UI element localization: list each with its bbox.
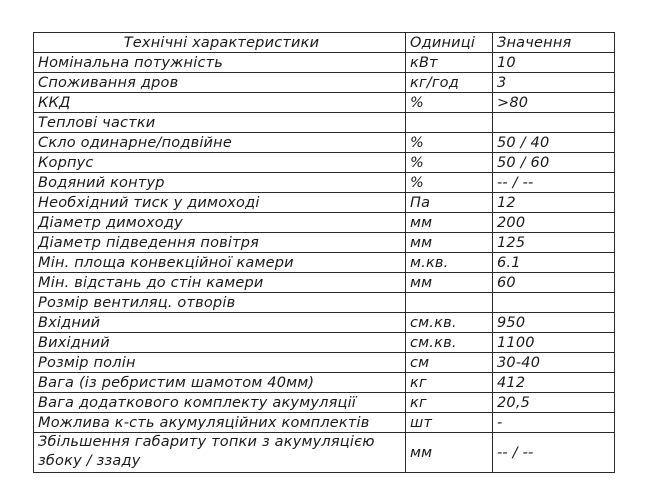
row-name: Вага додаткового комплекту акумуляції <box>34 393 406 413</box>
row-unit: см.кв. <box>406 313 493 333</box>
technical-specifications-table <box>33 32 615 473</box>
row-value: 412 <box>493 373 615 393</box>
row-name: Водяний контур <box>34 173 406 193</box>
row-unit: % <box>406 93 493 113</box>
row-value: 200 <box>493 213 615 233</box>
row-unit: % <box>406 173 493 193</box>
row-value: 6.1 <box>493 253 615 273</box>
row-value: 12 <box>493 193 615 213</box>
table-row <box>34 53 615 73</box>
table-row <box>34 313 615 333</box>
row-unit: кг/год <box>406 73 493 93</box>
header-units: Одиниці <box>406 33 493 53</box>
section-name: Розмір вентиляц. отворів <box>34 293 406 313</box>
row-unit: % <box>406 133 493 153</box>
table-row <box>34 333 615 353</box>
table-row <box>34 253 615 273</box>
row-value: 10 <box>493 53 615 73</box>
row-value: 50 / 60 <box>493 153 615 173</box>
row-unit: шт <box>406 413 493 433</box>
row-value: 950 <box>493 313 615 333</box>
table-header-row <box>34 33 615 53</box>
row-value: 3 <box>493 73 615 93</box>
header-values: Значення <box>493 33 615 53</box>
row-name: Діаметр димоходу <box>34 213 406 233</box>
row-name: ККД <box>34 93 406 113</box>
row-unit: м.кв. <box>406 253 493 273</box>
header-characteristics: Технічні характеристики <box>34 33 406 53</box>
row-unit: % <box>406 153 493 173</box>
row-name: Мін. площа конвекційної камери <box>34 253 406 273</box>
row-name: Вага (із ребристим шамотом 40мм) <box>34 373 406 393</box>
row-value: -- / -- <box>493 433 615 473</box>
row-unit: мм <box>406 233 493 253</box>
table-row <box>34 153 615 173</box>
row-name: Можлива к-сть акумуляційних комплектів <box>34 413 406 433</box>
row-name: Мін. відстань до стін камери <box>34 273 406 293</box>
row-value: >80 <box>493 93 615 113</box>
table-row <box>34 413 615 433</box>
row-unit: мм <box>406 273 493 293</box>
row-name: Вхідний <box>34 313 406 333</box>
table-row <box>34 193 615 213</box>
row-value: 50 / 40 <box>493 133 615 153</box>
table-row <box>34 433 615 473</box>
row-name: Корпус <box>34 153 406 173</box>
row-value: 60 <box>493 273 615 293</box>
table-row <box>34 173 615 193</box>
table-row <box>34 273 615 293</box>
table-row <box>34 213 615 233</box>
table-row <box>34 393 615 413</box>
row-unit: см <box>406 353 493 373</box>
row-value: 125 <box>493 233 615 253</box>
row-name: Вихідний <box>34 333 406 353</box>
row-value: 30-40 <box>493 353 615 373</box>
row-value: -- / -- <box>493 173 615 193</box>
row-unit <box>406 113 493 133</box>
table-row <box>34 233 615 253</box>
row-unit: мм <box>406 433 493 473</box>
row-name: Номінальна потужність <box>34 53 406 73</box>
row-name: Споживання дров <box>34 73 406 93</box>
row-unit <box>406 293 493 313</box>
row-unit: см.кв. <box>406 333 493 353</box>
row-name: Скло одинарне/подвійне <box>34 133 406 153</box>
table-row <box>34 353 615 373</box>
row-unit: кг <box>406 373 493 393</box>
row-value <box>493 113 615 133</box>
table-section-row <box>34 293 615 313</box>
row-unit: мм <box>406 213 493 233</box>
table-section-row <box>34 113 615 133</box>
row-unit: кВт <box>406 53 493 73</box>
section-name: Теплові частки <box>34 113 406 133</box>
row-unit: кг <box>406 393 493 413</box>
table-row <box>34 133 615 153</box>
row-value: 1100 <box>493 333 615 353</box>
row-name: Збільшення габариту топки з акумуляцією збоку / ззаду <box>34 433 406 473</box>
row-name: Розмір полін <box>34 353 406 373</box>
table-row <box>34 373 615 393</box>
row-value: 20,5 <box>493 393 615 413</box>
table-row <box>34 73 615 93</box>
row-value: - <box>493 413 615 433</box>
row-unit: Па <box>406 193 493 213</box>
row-name: Необхідний тиск у димоході <box>34 193 406 213</box>
row-value <box>493 293 615 313</box>
row-name: Діаметр підведення повітря <box>34 233 406 253</box>
table-row <box>34 93 615 113</box>
